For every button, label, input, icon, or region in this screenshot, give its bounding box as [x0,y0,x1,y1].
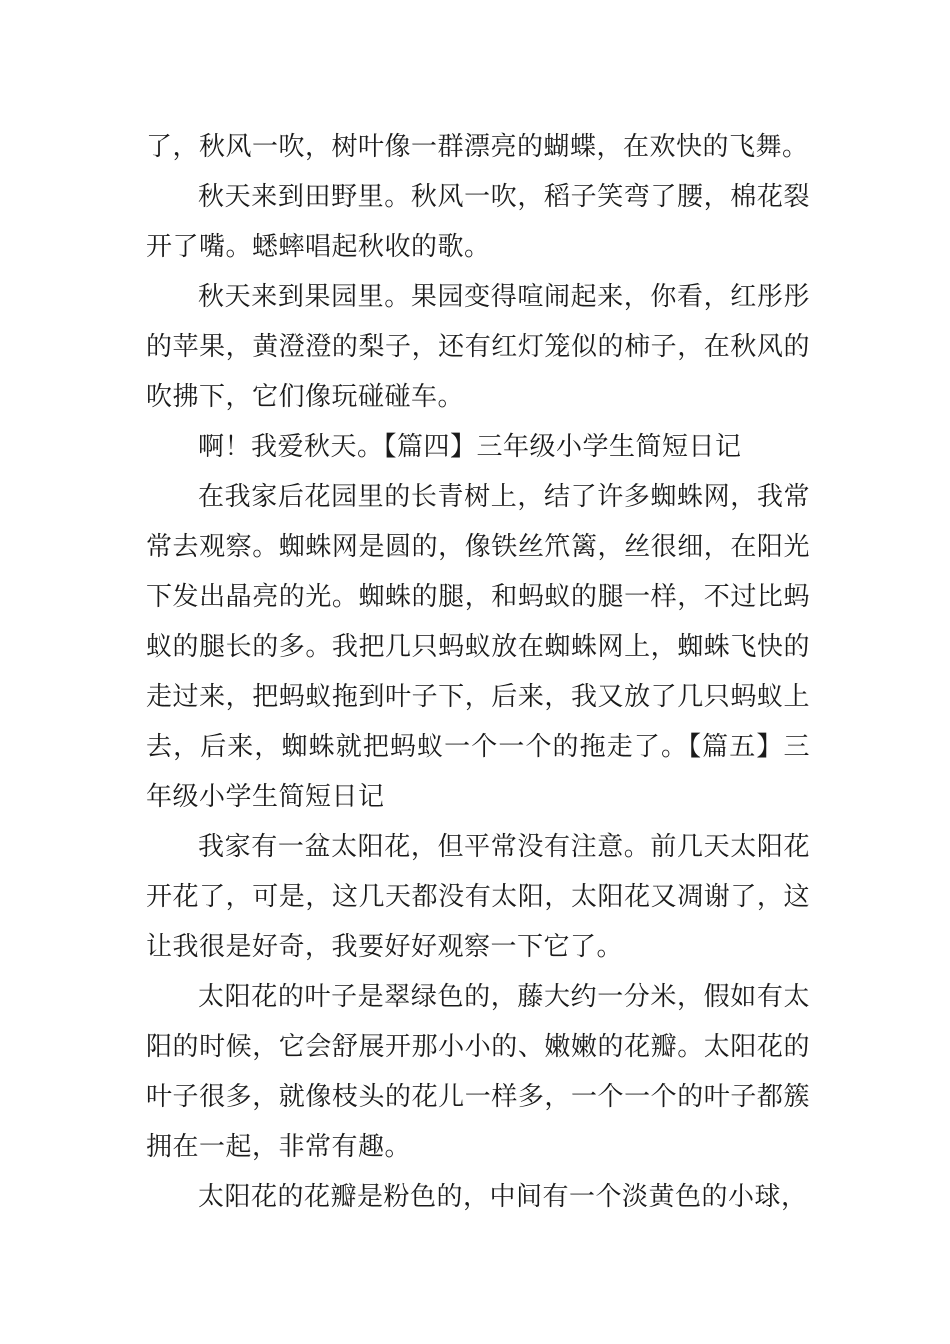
paragraph-love-autumn: 啊！我爱秋天。【篇四】三年级小学生简短日记 [198,432,742,462]
paragraph-sun-flower-petals: 太阳花的花瓣是粉色的，中间有一个淡黄色的小球， [198,1182,808,1212]
paragraph-continued: 了，秋风一吹，树叶像一群漂亮的蝴蝶，在欢快的飞舞。 [146,132,809,162]
paragraph-orchard: 秋天来到果园里。果园变得喧闹起来，你看，红彤彤的苹果，黄澄澄的梨子，还有红灯笼似的柿子，在秋风的吹拂下，它们像玩碰碰车。 [146,282,810,412]
paragraph-spider-web: 在我家后花园里的长青树上，结了许多蜘蛛网，我常常去观察。蜘蛛网是圆的，像铁丝笊篱，丝很细，在阳光下发出晶亮的光。蜘蛛的腿，和蚂蚁的腿一样，不过比蚂蚁的腿长的多。我把几只蚂蚁放在蜘蛛网上，蜘蛛飞快的走过来，把蚂蚁拖到叶子下，后来，我又放了几只蚂蚁上去，后来，蜘蛛就把蚂蚁一个一个的拖走了。【篇五】三年级小学生简短日记 [146,482,810,812]
paragraph-sun-flower-intro: 我家有一盆太阳花，但平常没有注意。前几天太阳花开花了，可是，这几天都没有太阳，太阳花又凋谢了，这让我很是好奇，我要好好观察一下它了。 [146,832,810,962]
document-body [146,122,810,1222]
paragraph-fields: 秋天来到田野里。秋风一吹，稻子笑弯了腰，棉花裂开了嘴。蟋蟀唱起秋收的歌。 [146,182,810,262]
paragraph-sun-flower-leaves: 太阳花的叶子是翠绿色的，藤大约一分米，假如有太阳的时候，它会舒展开那小小的、嫩嫩的花瓣。太阳花的叶子很多，就像枝头的花儿一样多，一个一个的叶子都簇拥在一起，非常有趣。 [146,982,810,1162]
